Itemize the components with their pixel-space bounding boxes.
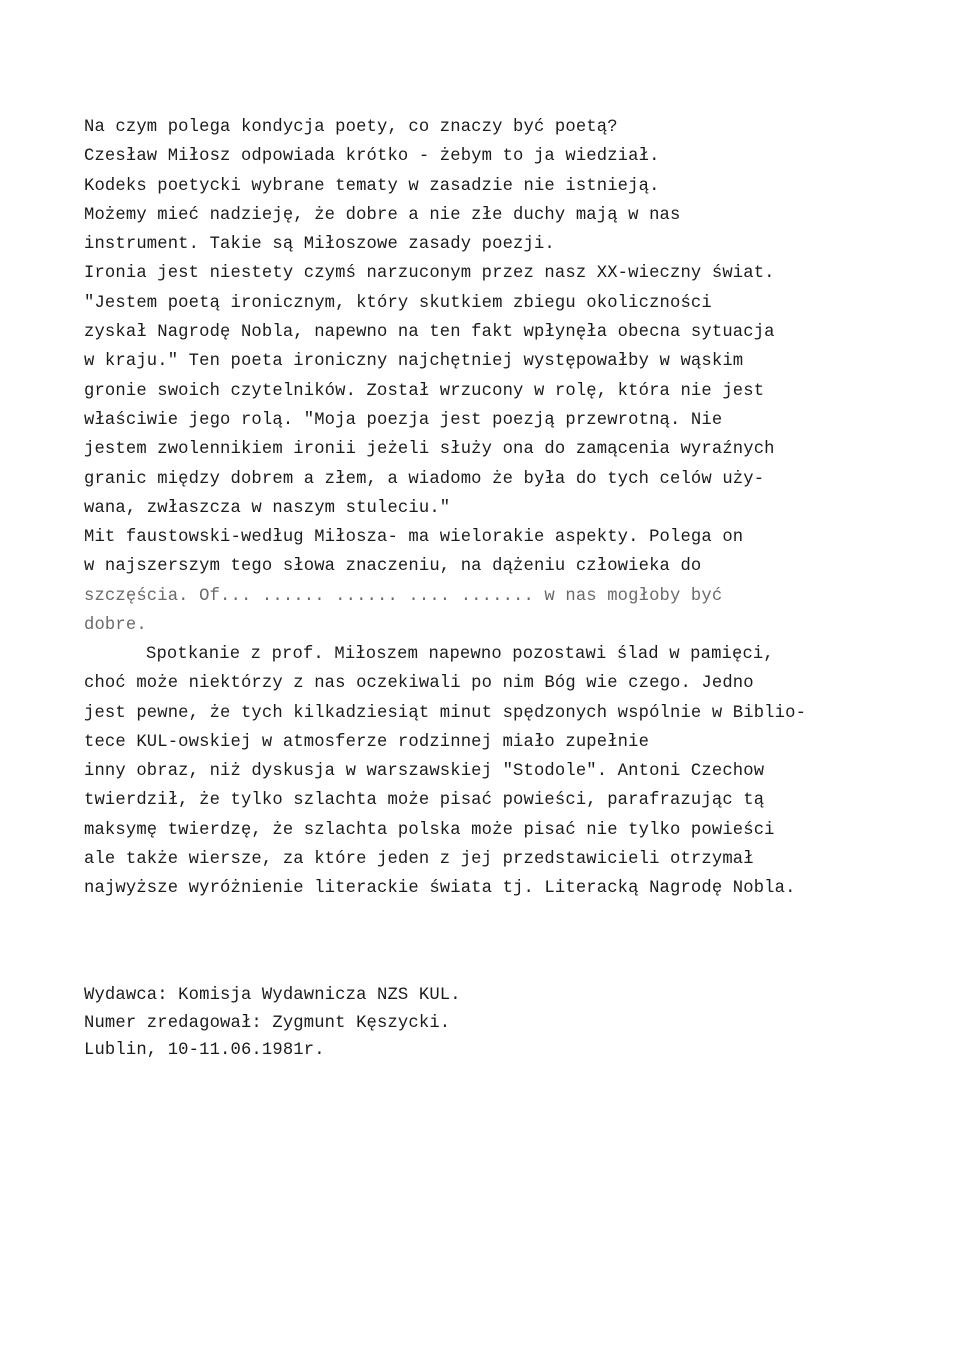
text-line: w kraju." Ten poeta ironiczny najchętniej występowałby w wąskim (84, 352, 744, 372)
text-line: instrument. Takie są Miłoszowe zasady poezji. (84, 235, 555, 255)
text-line: Czesław Miłosz odpowiada krótko - żebym to ja wiedział. (84, 147, 660, 167)
text-line: ale także wiersze, za które jeden z jej przedstawicieli otrzymał (84, 850, 754, 870)
text-line: najwyższe wyróżnienie literackie świata tj. Literacką Nagrodę Nobla. (84, 879, 796, 899)
text-line: maksymę twierdzę, że szlachta polska może pisać nie tylko powieści (84, 820, 775, 840)
text-line: Spotkanie z prof. Miłoszem napewno pozostawi ślad w pamięci, (146, 645, 774, 664)
text-line: zyskał Nagrodę Nobla, napewno na ten fakt wpłynęła obecna sytuacja (84, 323, 775, 343)
text-line: "Jestem poetą ironicznym, który skutkiem zbiegu okoliczności (84, 293, 712, 313)
paragraph-meeting (84, 640, 904, 904)
text-line: wana, zwłaszcza w naszym stuleciu." (84, 498, 451, 518)
text-line: Ironia jest niestety czymś narzuconym przez nasz XX-wieczny świat. (84, 264, 775, 284)
text-line: gronie swoich czytelników. Został wrzucony w rolę, która nie jest (84, 381, 765, 401)
text-line: jest pewne, że tych kilkadziesiąt minut spędzonych wspólnie w Biblio- (84, 703, 807, 723)
text-line: twierdził, że tylko szlachta może pisać powieści, parafrazując tą (84, 791, 765, 811)
paragraph-miłosz-poetry (84, 113, 904, 640)
text-line: w najszerszym tego słowa znaczeniu, na dążeniu człowieka do (84, 557, 702, 577)
text-line: Mit faustowski-według Miłosza- ma wielorakie aspekty. Polega on (84, 528, 744, 548)
place-date-line: Lublin, 10-11.06.1981r. (84, 1041, 325, 1060)
publisher-line: Wydawca: Komisja Wydawnicza NZS KUL. (84, 986, 461, 1005)
text-line: granic między dobrem a złem, a wiadomo że była do tych celów uży- (84, 469, 765, 489)
text-line-faded: szczęścia. Of... ...... ...... .... ....... w nas mogłoby być (84, 586, 723, 606)
text-line: Na czym polega kondycja poety, co znaczy być poetą? (84, 118, 618, 137)
text-line: inny obraz, niż dyskusja w warszawskiej "Stodole". Antoni Czechow (84, 762, 765, 782)
text-line: tece KUL-owskiej w atmosferze rodzinnej miało zupełnie (84, 732, 650, 752)
colophon (84, 982, 904, 1065)
text-line: Możemy mieć nadzieję, że dobre a nie złe duchy mają w nas (84, 205, 681, 225)
text-line: Kodeks poetycki wybrane tematy w zasadzie nie istnieją. (84, 176, 660, 196)
text-line: jestem zwolennikiem ironii jeżeli służy ona do zamącenia wyraźnych (84, 440, 775, 460)
editor-line: Numer zredagował: Zygmunt Kęszycki. (84, 1013, 451, 1033)
text-line: właściwie jego rolą. "Moja poezja jest poezją przewrotną. Nie (84, 410, 723, 430)
text-line: choć może niektórzy z nas oczekiwali po nim Bóg wie czego. Jedno (84, 674, 754, 694)
text-line-faded: dobre. (84, 616, 147, 636)
